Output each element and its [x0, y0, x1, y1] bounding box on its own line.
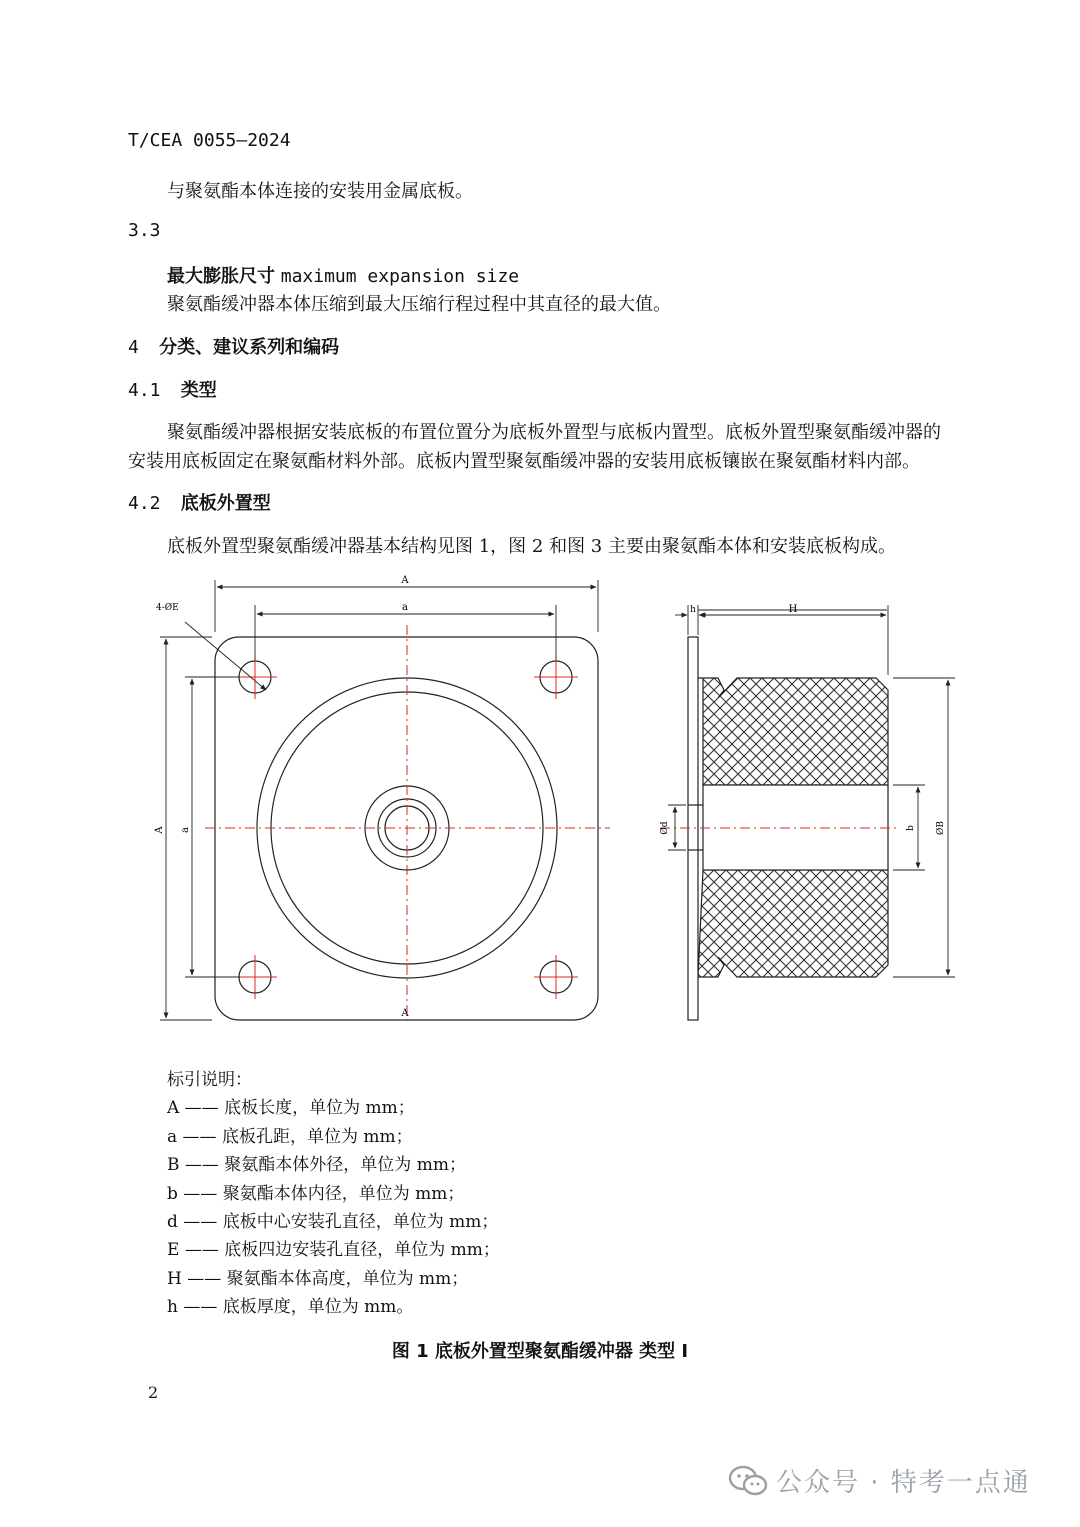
wechat-icon [728, 1464, 768, 1498]
legend-item: B —— 聚氨酯本体外径，单位为 mm； [167, 1155, 466, 1176]
figure-caption: 图 1 底板外置型聚氨酯缓冲器 类型 I [391, 1341, 689, 1362]
legend-item: b —— 聚氨酯本体内径，单位为 mm； [167, 1183, 465, 1204]
paragraph-3-2-continued: 与聚氨酯本体连接的安装用金属底板。 [167, 181, 473, 202]
page-number: 2 [148, 1383, 159, 1402]
dim-label-A-bottom: A [401, 1008, 409, 1019]
watermark-text: 公众号 · 特考一点通 [776, 1468, 1031, 1498]
legend-item: E —— 底板四边安装孔直径，单位为 mm； [167, 1240, 500, 1261]
dim-label-H: H [788, 604, 798, 615]
dim-label-B: ØB [936, 821, 946, 835]
body-upper-section [698, 678, 888, 785]
paragraph-4-1-line1: 聚氨酯缓冲器根据安装底板的布置位置分为底板外置型与底板内置型。底板外置型聚氨酯缓冲器的 [167, 422, 941, 443]
section-4-2-heading [128, 489, 271, 515]
dim-label-hole: 4-ØE [156, 603, 179, 613]
section-4-heading [128, 333, 339, 359]
legend-item: h —— 底板厚度，单位为 mm。 [167, 1297, 414, 1318]
dim-label-a-top: a [402, 602, 408, 613]
section-4-1-heading [128, 376, 217, 402]
paragraph-4-2: 底板外置型聚氨酯缓冲器基本结构见图 1，图 2 和图 3 主要由聚氨酯本体和安装底板构成。 [167, 536, 896, 557]
dim-label-A-left: A [154, 826, 165, 834]
dim-label-h: h [690, 605, 696, 615]
figure-1-drawing [0, 560, 1080, 1040]
legend [167, 1066, 500, 1322]
watermark [728, 1462, 1031, 1499]
legend-item: A —— 底板长度，单位为 mm； [167, 1098, 415, 1119]
dim-label-d: Ød [660, 821, 670, 835]
clause-number-3-3: 3.3 [128, 220, 161, 241]
paragraph-4-1-line2: 安装用底板固定在聚氨酯材料外部。底板内置型聚氨酯缓冲器的安装用底板镶嵌在聚氨酯材料内部。 [128, 451, 920, 472]
definition-3-3: 聚氨酯缓冲器本体压缩到最大压缩行程过程中其直径的最大值。 [167, 294, 671, 315]
legend-item: d —— 底板中心安装孔直径，单位为 mm； [167, 1212, 499, 1233]
legend-item: H —— 聚氨酯本体高度，单位为 mm； [167, 1268, 469, 1289]
dim-label-a-left: a [180, 827, 191, 833]
section-4-title: 分类、建议系列和编码 [159, 337, 340, 358]
dim-label-b: b [906, 825, 916, 831]
section-4-2-title: 底板外置型 [180, 493, 271, 514]
section-4-1-title: 类型 [180, 380, 217, 401]
term-3-3-en: maximum expansion size [280, 266, 520, 287]
front-dimensions [160, 580, 598, 1020]
section-4-number: 4 [128, 337, 139, 358]
term-3-3-zh: 最大膨胀尺寸 [167, 266, 275, 287]
dim-label-A-top: A [401, 575, 409, 586]
body-lower-section [698, 870, 888, 977]
legend-item: a —— 底板孔距，单位为 mm； [167, 1126, 413, 1147]
standard-code: T/CEA 0055—2024 [128, 130, 291, 151]
term-3-3 [167, 262, 519, 288]
legend-title: 标引说明： [167, 1070, 252, 1090]
section-4-2-number: 4.2 [128, 493, 161, 514]
section-4-1-number: 4.1 [128, 380, 161, 401]
